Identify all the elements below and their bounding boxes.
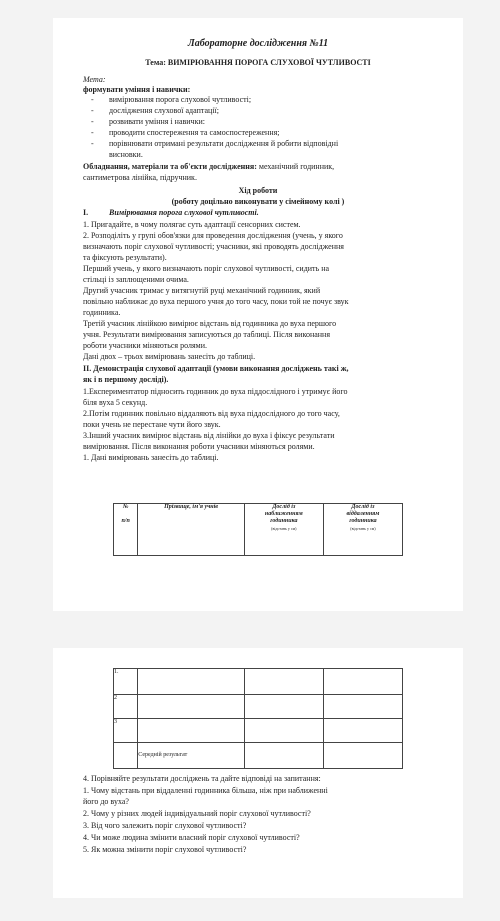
table-row [114,719,403,743]
equipment-line [83,162,334,172]
skills-heading: формувати уміння і навички: [83,85,191,94]
paragraph-line: годинника. [83,308,121,317]
header-text: віддаленням [346,511,380,517]
list-item: вимірювання порога слухової чутливості; [109,95,252,104]
header-text: годинника [270,518,298,524]
table-row [114,695,403,719]
header-unit: (відстань у см) [271,526,297,531]
paragraph-line: Другий учасник тримає у витягнутій руці механічний годинник, який [83,286,321,295]
header-text: № [122,504,129,510]
section1-num: I. [83,208,89,217]
section1-title: Вимірювання порога слухової чутливості. [109,208,259,217]
col-approach [244,504,323,556]
list-item: проводити спостереження та самоспостереження; [109,128,280,137]
paragraph-line: поки учень не перестане чути його звук. [83,420,221,429]
header-text: п/п [121,518,130,524]
col-name [138,504,245,556]
paragraph-line: стільці із заплющеними очима. [83,275,189,284]
header-text: Дослід із [272,504,296,510]
list-item: 3. Від чого залежить поріг слухової чутливості? [83,821,247,830]
paragraph-line: роботи учасники міняються ролями. [83,341,207,350]
list-item: висновки. [109,150,143,159]
list-item: його до вуха? [83,797,129,806]
paragraph-line: повільно наближає до вуха першого учня до того часу, поки той не почує звук [83,297,349,306]
paragraph-line: учня. Результати вимірювання записуються до таблиці. Після виконання [83,330,331,339]
row-number: 1. [114,669,138,695]
table-row [114,669,403,695]
paragraph-line: 1. Пригадайте, в чому полягає суть адаптації сенсорних систем. [83,220,301,229]
paragraph-line: 2. Розподіліть у групі обов'язки для проведення дослідження (учень, у якого [83,231,343,240]
results-table-header [113,503,403,556]
procedure-title: Хід роботи [238,186,278,195]
list-item: 1. Чому відстань при віддаленні годинника більша, ніж при наближенні [83,786,328,795]
goal-label: Мета: [83,75,106,84]
paragraph-line: 1.Експериментатор підносить годинник до вуха піддослідного і утримує його [83,387,348,396]
lab-title: Лабораторне дослідження №11 [187,38,329,49]
equipment-label: Обладнання, матеріали та об'єкти дослідження: [83,162,257,171]
list-item: розвивати уміння і навички: [109,117,205,126]
list-item: 4. Чи може людина змінити власний поріг слухової чутливості? [83,833,300,842]
row-number: 2 [114,695,138,719]
document-page-1: Лабораторне дослідження №11 Тема: ВИМІРЮВАННЯ ПОРОГА СЛУХОВОЇ ЧУТЛИВОСТІ Мета: формувати уміння і навички: - вимірювання порога слухової чутливості; - дослідження слухової адаптації; - розвивати уміння і навички: - проводити спостереження та самоспостереження; - порівнювати отримані результати дослідження й робити відповідні висновки. Обладнання, матеріали та об'єкти дослідження: механічний годинник, сантиметрова лінійка, підручник. Хід роботи (роботу доцільно виконувати у сімейному колі ) I. Вимірювання порога слухової чутливості. 1. Пригадайте, в чому полягає суть адаптації сенсорних систем. 2. Розподіліть у групі обов'язки для проведення дослідження (учень, у якого визначають поріг слухової чутливості; учасники, які проводять дослідження та фіксують результати). Перший учень, у якого визначають поріг слухової чутливості, сидить на стільці із заплющеними очима. Другий учасник тримає у витягнутій руці механічний годинник, який повільно наближає до вуха першого учня до того часу, поки той не почує звук годинника. Третій учасник лінійкою вимірює відстань від годинника до вуха першого учня. Результати вимірювання записуються до таблиці. Після виконання роботи учасники міняються ролями. Дані двох – трьох вимірювань занесіть до таблиці. II. Демонстрація слухової адаптації (умови виконання досліджень такі ж, як і в першому досліді). 1.Експериментатор підносить годинник до вуха піддослідного і утримує його біля вуха 5 секунд. 2.Потім годинник повільно віддаляють від вуха піддослідного до того часу, поки учень не перестане чути його звук. 3.Інший учасник вимірює відстань від лінійки до вуха і фіксує результати вимірювання. Після виконання роботи учасники міняються ролями. 1. Дані вимірювань занесіть до таблиці. № п/п Прізвище, ім'я учнів Дослід із наближенням годинника (відстань у см) Дослід із віддаленням годинника (відстань у см) [53,18,463,611]
paragraph-line: вимірювання. Після виконання роботи учасники міняються ролями. [83,442,315,451]
questions-intro: 4. Порівняйте результати досліджень та дайте відповіді на запитання: [83,774,321,783]
average-label: Середній результат [138,743,245,769]
list-item: 5. Як можна змінити поріг слухової чутливості? [83,845,247,854]
paragraph-line: 3.Інший учасник вимірює відстань від лінійки до вуха і фіксує результати [83,431,335,440]
topic-text: ВИМІРЮВАННЯ ПОРОГА СЛУХОВОЇ ЧУТЛИВОСТІ [167,58,371,67]
list-item: порівнювати отримані результати дослідження й робити відповідні [109,139,339,148]
paragraph-line: та фіксують результати). [83,253,167,262]
col-number [114,504,138,556]
paragraph-line: 1. Дані вимірювань занесіть до таблиці. [83,453,219,462]
header-text: годинника [349,518,377,524]
section2-title-cont: як і в першому досліді). [83,375,169,384]
section2-title: II. Демонстрація слухової адаптації (умови виконання досліджень такі ж, [83,364,349,373]
procedure-subtitle: (роботу доцільно виконувати у сімейному колі ) [171,197,345,206]
header-text: наближенням [264,511,303,517]
paragraph-line: 2.Потім годинник повільно віддаляють від вуха піддослідного до того часу, [83,409,340,418]
equipment-text-2: сантиметрова лінійка, підручник. [83,173,197,182]
topic-line [53,58,463,68]
document-page-2 [53,648,463,898]
header-unit: (відстань у см) [350,526,376,531]
col-distance [323,504,402,556]
results-table-body [113,668,403,769]
paragraph-line: Дані двох – трьох вимірювань занесіть до таблиці. [83,352,256,361]
paragraph-line: біля вуха 5 секунд. [83,398,148,407]
header-text: Дослід із [351,504,375,510]
list-item: дослідження слухової адаптації; [109,106,219,115]
table-row [114,743,403,769]
paragraph-line: визначають поріг слухової чутливості; учасники, які проводять дослідження [83,242,344,251]
header-text: Прізвище, ім'я учнів [164,504,218,510]
row-number: 3 [114,719,138,743]
topic-label: Тема: [145,58,166,67]
paragraph-line: Перший учень, у якого визначають поріг слухової чутливості, сидить на [83,264,330,273]
paragraph-line: Третій учасник лінійкою вимірює відстань від годинника до вуха першого [83,319,337,328]
equipment-text: механічний годинник, [258,162,335,171]
list-item: 2. Чому у різних людей індивідуальний поріг слухової чутливості? [83,809,311,818]
